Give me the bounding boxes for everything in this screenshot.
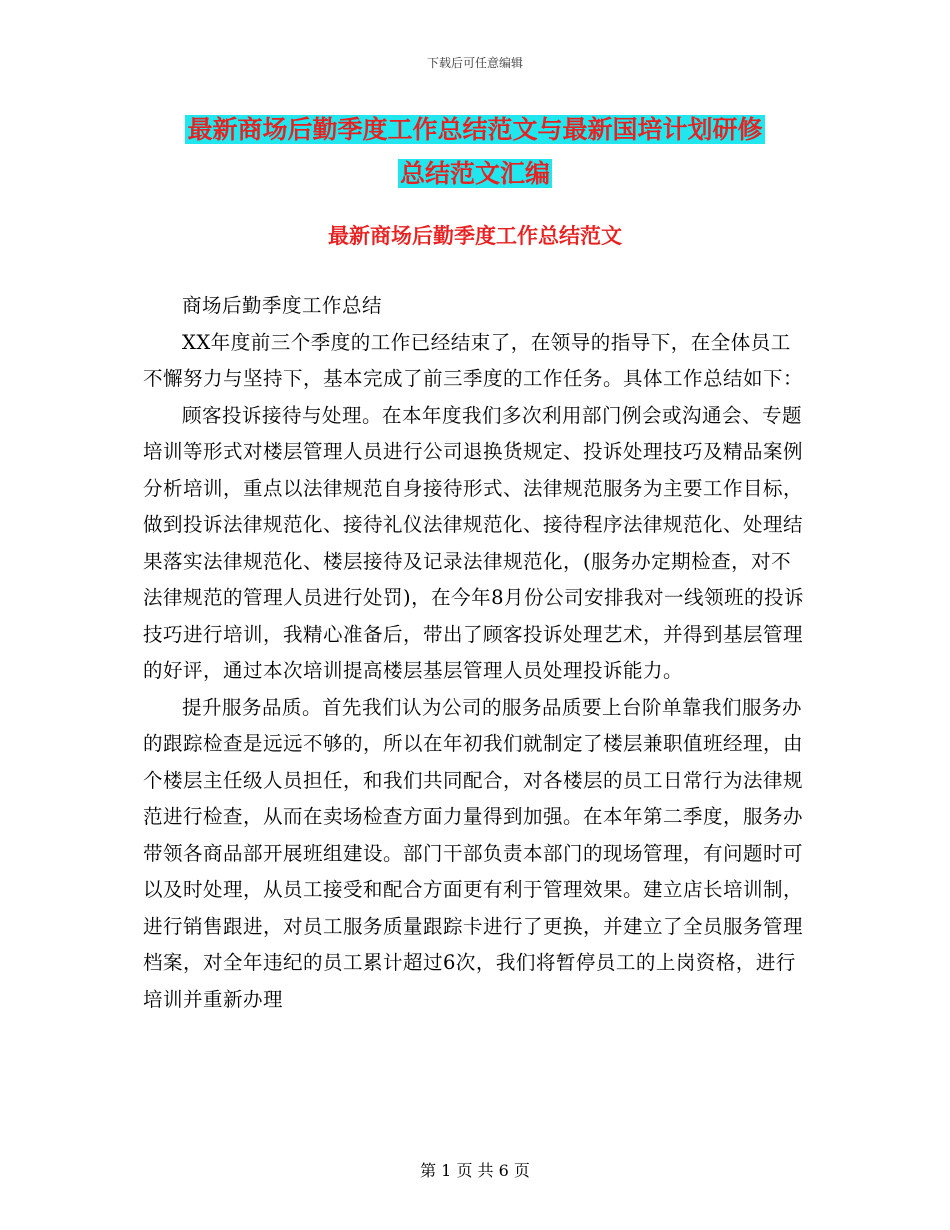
title-line-1: 最新商场后勤季度工作总结范文与最新国培计划研修: [187, 115, 763, 144]
header-note: 下载后可任意编辑: [426, 56, 523, 70]
paragraph: 提升服务品质。首先我们认为公司的服务品质要上台阶单靠我们服务办的跟踪检查是远远不够的，所以在年初我们就制定了楼层兼职值班经理，由个楼层主任级人员担任，和我们共同配合，对各楼层的员工日常行为法律规范进行检查，从而在卖场检查方面力量得到加强。在本年第二季度，服务办带领各商品部开展班组建设。部门干部负责本部门的现场管理，有问题时可以及时处理，从员工接受和配合方面更有利于管理效果。建立店长培训制，进行销售跟进，对员工服务质量跟踪卡进行了更换，并建立了全员服务管理档案，对全年违纪的员工累计超过6次，我们将暂停员工的上岗资格，进行培训并重新办理: [143, 695, 804, 1011]
title-line-2: 总结范文汇编: [399, 159, 550, 188]
body-text: [143, 288, 808, 1018]
page-footer: 第 1 页 共 6 页: [420, 1161, 530, 1180]
section-title: 最新商场后勤季度工作总结范文: [328, 224, 622, 248]
paragraph: 顾客投诉接待与处理。在本年度我们多次利用部门例会或沟通会、专题培训等形式对楼层管理人员进行公司退换货规定、投诉处理技巧及精品案例分析培训，重点以法律规范自身接待形式、法律规范服务为主要工作目标，做到投诉法律规范化、接待礼仪法律规范化、接待程序法律规范化、处理结果落实法律规范化、楼层接待及记录法律规范化，(服务办定期检查，对不法律规范的管理人员进行处罚)，在今年8月份公司安排我对一线领班的投诉技巧进行培训，我精心准备后，带出了顾客投诉处理艺术，并得到基层管理的好评，通过本次培训提高楼层基层管理人员处理投诉能力。: [143, 403, 805, 682]
paragraph: XX年度前三个季度的工作已经结束了，在领导的指导下，在全体员工不懈努力与坚持下，基本完成了前三季度的工作任务。具体工作总结如下：: [143, 330, 804, 390]
document-title: [0, 108, 950, 196]
paragraph: 商场后勤季度工作总结: [182, 294, 383, 317]
